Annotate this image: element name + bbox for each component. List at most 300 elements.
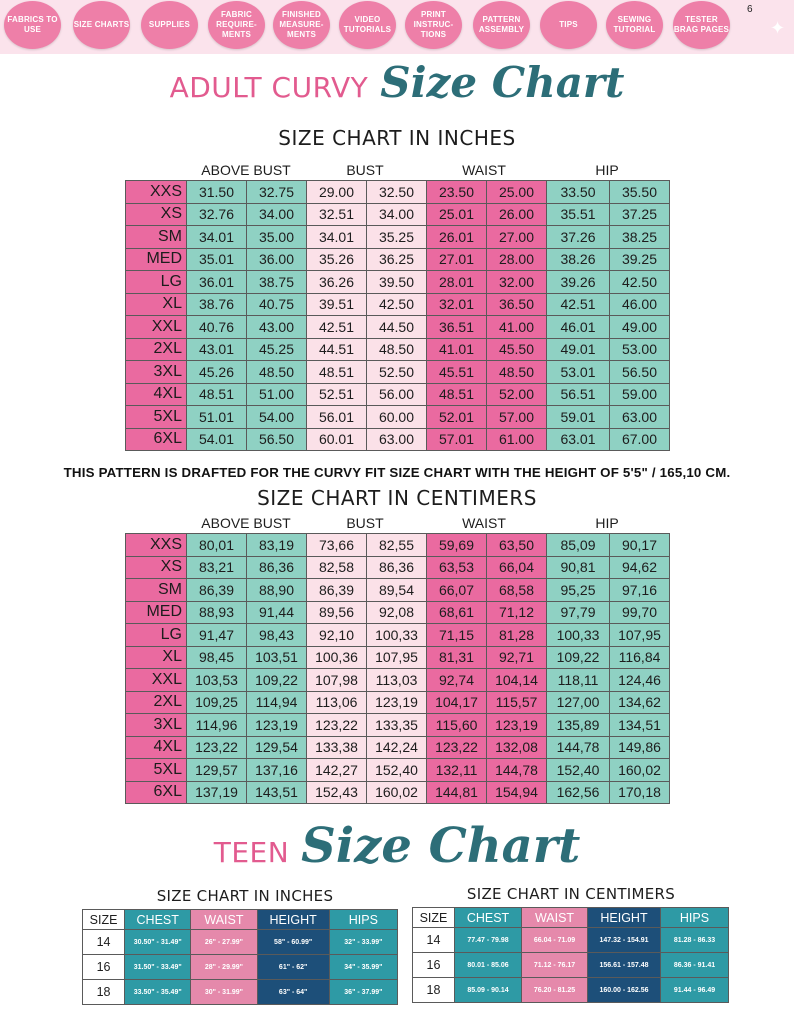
hip-min-cell: 118,11	[547, 669, 610, 692]
teen-cm-table	[412, 907, 729, 1003]
teen-title	[0, 818, 794, 874]
above-bust-max-cell: 34.00	[247, 203, 307, 226]
size-label: 5XL	[126, 759, 187, 782]
table-row	[413, 953, 729, 978]
nav-size-charts-button[interactable]: SIZE CHARTS	[73, 1, 130, 49]
nav-tester-brag-pages-button[interactable]: TESTER BRAG PAGES	[673, 1, 730, 49]
hip-min-cell: 90,81	[547, 556, 610, 579]
bust-max-cell: 86,36	[367, 556, 427, 579]
above-bust-max-cell: 86,36	[247, 556, 307, 579]
bust-min-cell: 73,66	[307, 534, 367, 557]
size-label: 18	[413, 978, 455, 1003]
waist-max-cell: 71,12	[487, 601, 547, 624]
hip-max-cell: 67.00	[610, 428, 670, 451]
waist-max-cell: 68,58	[487, 579, 547, 602]
bust-max-cell: 152,40	[367, 759, 427, 782]
above-bust-max-cell: 91,44	[247, 601, 307, 624]
nav-fabric-requirements-button[interactable]: FABRIC REQUIRE- MENTS	[208, 1, 265, 49]
table-row	[126, 646, 670, 669]
hip-min-cell: 97,79	[547, 601, 610, 624]
size-label: 18	[83, 980, 125, 1005]
table-row	[126, 203, 670, 226]
nav-pattern-assembly-button[interactable]: PATTERN ASSEMBLY	[473, 1, 530, 49]
nav-supplies-button[interactable]: SUPPLIES	[141, 1, 198, 49]
teen-cm-subtitle: SIZE CHART IN CENTIMERS	[466, 885, 676, 903]
height-cell: 160.00 - 162.56	[588, 978, 661, 1003]
hip-min-cell: 152,40	[547, 759, 610, 782]
bust-max-cell: 63.00	[367, 428, 427, 451]
above-bust-min-cell: 32.76	[187, 203, 247, 226]
above-bust-min-cell: 31.50	[187, 181, 247, 204]
bust-max-cell: 48.50	[367, 338, 427, 361]
size-label: 6XL	[126, 428, 187, 451]
hip-min-cell: 35.51	[547, 203, 610, 226]
table-row	[126, 181, 670, 204]
table-row	[126, 691, 670, 714]
waist-max-cell: 123,19	[487, 714, 547, 737]
hip-min-cell: 38.26	[547, 248, 610, 271]
size-label: 3XL	[126, 714, 187, 737]
hip-max-cell: 59.00	[610, 383, 670, 406]
hip-max-cell: 116,84	[610, 646, 670, 669]
waist-min-cell: 59,69	[427, 534, 487, 557]
table-row	[126, 271, 670, 294]
waist-max-cell: 115,57	[487, 691, 547, 714]
above-bust-max-cell: 109,22	[247, 669, 307, 692]
above-bust-min-cell: 43.01	[187, 338, 247, 361]
above-bust-min-cell: 51.01	[187, 406, 247, 429]
waist-header: WAIST	[522, 908, 588, 928]
adult-cm-subtitle: SIZE CHART IN CENTIMERS	[257, 486, 537, 510]
waist-header: WAIST	[191, 910, 257, 930]
waist-min-cell: 48.51	[427, 383, 487, 406]
above-bust-max-cell: 98,43	[247, 624, 307, 647]
chest-header: CHEST	[125, 910, 191, 930]
size-label: MED	[126, 248, 187, 271]
above-bust-min-cell: 129,57	[187, 759, 247, 782]
bust-max-cell: 100,33	[367, 624, 427, 647]
bust-min-cell: 48.51	[307, 361, 367, 384]
waist-min-cell: 68,61	[427, 601, 487, 624]
fit-note: THIS PATTERN IS DRAFTED FOR THE CURVY FIT SIZE CHART WITH THE HEIGHT OF 5'5" / 165,10 CM.	[63, 465, 731, 480]
size-label: 16	[83, 955, 125, 980]
table-row	[126, 316, 670, 339]
waist-min-cell: 52.01	[427, 406, 487, 429]
waist-min-cell: 63,53	[427, 556, 487, 579]
waist-max-cell: 52.00	[487, 383, 547, 406]
hip-min-cell: 144,78	[547, 736, 610, 759]
size-label: LG	[126, 271, 187, 294]
waist-max-cell: 92,71	[487, 646, 547, 669]
waist-min-cell: 45.51	[427, 361, 487, 384]
size-label: XXL	[126, 316, 187, 339]
hip-max-cell: 46.00	[610, 293, 670, 316]
waist-max-cell: 57.00	[487, 406, 547, 429]
bust-min-cell: 34.01	[307, 226, 367, 249]
group-label-hip: HIP	[595, 162, 619, 178]
hip-max-cell: 38.25	[610, 226, 670, 249]
nav-print-instructions-button[interactable]: PRINT INSTRUC- TIONS	[405, 1, 462, 49]
nav-video-tutorials-button[interactable]: VIDEO TUTORIALS	[339, 1, 396, 49]
above-bust-min-cell: 109,25	[187, 691, 247, 714]
height-cell: 61" - 62"	[257, 955, 329, 980]
above-bust-min-cell: 83,21	[187, 556, 247, 579]
waist-min-cell: 71,15	[427, 624, 487, 647]
hip-max-cell: 37.25	[610, 203, 670, 226]
size-header: SIZE	[413, 908, 455, 928]
hip-max-cell: 124,46	[610, 669, 670, 692]
group-label-hip: HIP	[595, 515, 619, 531]
waist-min-cell: 41.01	[427, 338, 487, 361]
above-bust-max-cell: 54.00	[247, 406, 307, 429]
waist-min-cell: 25.01	[427, 203, 487, 226]
table-row	[126, 248, 670, 271]
above-bust-min-cell: 48.51	[187, 383, 247, 406]
above-bust-max-cell: 56.50	[247, 428, 307, 451]
bust-min-cell: 100,36	[307, 646, 367, 669]
above-bust-min-cell: 36.01	[187, 271, 247, 294]
size-label: 4XL	[126, 736, 187, 759]
height-cell: 63" - 64"	[257, 980, 329, 1005]
bust-min-cell: 107,98	[307, 669, 367, 692]
waist-max-cell: 27.00	[487, 226, 547, 249]
hip-min-cell: 85,09	[547, 534, 610, 557]
table-row	[126, 406, 670, 429]
hip-min-cell: 63.01	[547, 428, 610, 451]
above-bust-max-cell: 43.00	[247, 316, 307, 339]
bust-max-cell: 36.25	[367, 248, 427, 271]
hip-max-cell: 35.50	[610, 181, 670, 204]
size-label: 2XL	[126, 338, 187, 361]
header-row	[83, 910, 398, 930]
hips-cell: 32" - 33.99"	[329, 930, 397, 955]
bust-max-cell: 133,35	[367, 714, 427, 737]
bust-min-cell: 52.51	[307, 383, 367, 406]
waist-max-cell: 63,50	[487, 534, 547, 557]
adult-inches-table	[125, 180, 670, 451]
above-bust-max-cell: 40.75	[247, 293, 307, 316]
table-row	[126, 226, 670, 249]
waist-max-cell: 104,14	[487, 669, 547, 692]
above-bust-max-cell: 36.00	[247, 248, 307, 271]
table-row	[126, 428, 670, 451]
waist-min-cell: 92,74	[427, 669, 487, 692]
hip-max-cell: 97,16	[610, 579, 670, 602]
above-bust-min-cell: 123,22	[187, 736, 247, 759]
hip-max-cell: 170,18	[610, 781, 670, 804]
waist-cell: 30" - 31.99"	[191, 980, 257, 1005]
table-row	[126, 361, 670, 384]
waist-min-cell: 66,07	[427, 579, 487, 602]
waist-min-cell: 115,60	[427, 714, 487, 737]
chest-cell: 33.50" - 35.49"	[125, 980, 191, 1005]
table-row	[126, 556, 670, 579]
size-label: 5XL	[126, 406, 187, 429]
adult-title	[0, 58, 794, 107]
above-bust-min-cell: 98,45	[187, 646, 247, 669]
above-bust-min-cell: 114,96	[187, 714, 247, 737]
bust-min-cell: 56.01	[307, 406, 367, 429]
bust-max-cell: 113,03	[367, 669, 427, 692]
hip-max-cell: 134,51	[610, 714, 670, 737]
adult-cm-table	[125, 533, 670, 804]
hip-min-cell: 49.01	[547, 338, 610, 361]
above-bust-max-cell: 137,16	[247, 759, 307, 782]
bust-min-cell: 142,27	[307, 759, 367, 782]
bust-max-cell: 52.50	[367, 361, 427, 384]
above-bust-min-cell: 103,53	[187, 669, 247, 692]
hip-min-cell: 56.51	[547, 383, 610, 406]
waist-max-cell: 132,08	[487, 736, 547, 759]
table-row	[126, 736, 670, 759]
height-header: HEIGHT	[257, 910, 329, 930]
waist-min-cell: 123,22	[427, 736, 487, 759]
hip-min-cell: 53.01	[547, 361, 610, 384]
above-bust-max-cell: 35.00	[247, 226, 307, 249]
hips-cell: 86.36 - 91.41	[661, 953, 729, 978]
bust-max-cell: 160,02	[367, 781, 427, 804]
bust-max-cell: 32.50	[367, 181, 427, 204]
size-label: 6XL	[126, 781, 187, 804]
table-row	[126, 714, 670, 737]
hip-max-cell: 56.50	[610, 361, 670, 384]
above-bust-max-cell: 129,54	[247, 736, 307, 759]
waist-min-cell: 132,11	[427, 759, 487, 782]
hip-min-cell: 100,33	[547, 624, 610, 647]
chest-cell: 31.50" - 33.49"	[125, 955, 191, 980]
table-row	[126, 669, 670, 692]
adult-inches-subtitle: SIZE CHART IN INCHES	[278, 126, 516, 150]
above-bust-max-cell: 143,51	[247, 781, 307, 804]
hip-max-cell: 99,70	[610, 601, 670, 624]
hip-max-cell: 160,02	[610, 759, 670, 782]
chest-cell: 85.09 - 90.14	[455, 978, 522, 1003]
hip-min-cell: 95,25	[547, 579, 610, 602]
bust-min-cell: 113,06	[307, 691, 367, 714]
hips-cell: 36" - 37.99"	[329, 980, 397, 1005]
waist-max-cell: 41.00	[487, 316, 547, 339]
nav-fabrics-to-use-button[interactable]: FABRICS TO USE	[4, 1, 61, 49]
nav-tips-button[interactable]: TIPS	[540, 1, 597, 49]
waist-max-cell: 36.50	[487, 293, 547, 316]
table-row	[126, 293, 670, 316]
bust-max-cell: 142,24	[367, 736, 427, 759]
hip-max-cell: 107,95	[610, 624, 670, 647]
size-label: 16	[413, 953, 455, 978]
bust-min-cell: 133,38	[307, 736, 367, 759]
waist-min-cell: 104,17	[427, 691, 487, 714]
above-bust-max-cell: 48.50	[247, 361, 307, 384]
waist-min-cell: 26.01	[427, 226, 487, 249]
bust-min-cell: 82,58	[307, 556, 367, 579]
chest-cell: 77.47 - 79.98	[455, 928, 522, 953]
bust-min-cell: 29.00	[307, 181, 367, 204]
size-label: 2XL	[126, 691, 187, 714]
table-row	[126, 759, 670, 782]
height-cell: 156.61 - 157.48	[588, 953, 661, 978]
above-bust-max-cell: 38.75	[247, 271, 307, 294]
above-bust-min-cell: 91,47	[187, 624, 247, 647]
bust-min-cell: 44.51	[307, 338, 367, 361]
group-label-waist: WAIST	[462, 162, 506, 178]
bust-max-cell: 107,95	[367, 646, 427, 669]
waist-max-cell: 26.00	[487, 203, 547, 226]
bust-max-cell: 34.00	[367, 203, 427, 226]
above-bust-min-cell: 34.01	[187, 226, 247, 249]
bust-min-cell: 35.26	[307, 248, 367, 271]
header-row	[413, 908, 729, 928]
waist-min-cell: 23.50	[427, 181, 487, 204]
nav-sewing-tutorial-button[interactable]: SEWING TUTORIAL	[606, 1, 663, 49]
waist-max-cell: 66,04	[487, 556, 547, 579]
above-bust-min-cell: 38.76	[187, 293, 247, 316]
bust-min-cell: 39.51	[307, 293, 367, 316]
waist-min-cell: 32.01	[427, 293, 487, 316]
waist-max-cell: 144,78	[487, 759, 547, 782]
hip-min-cell: 33.50	[547, 181, 610, 204]
above-bust-max-cell: 123,19	[247, 714, 307, 737]
above-bust-max-cell: 103,51	[247, 646, 307, 669]
size-label: XXS	[126, 534, 187, 557]
waist-min-cell: 144,81	[427, 781, 487, 804]
size-label: 14	[413, 928, 455, 953]
bust-min-cell: 92,10	[307, 624, 367, 647]
table-row	[126, 579, 670, 602]
bust-min-cell: 32.51	[307, 203, 367, 226]
hip-min-cell: 59.01	[547, 406, 610, 429]
table-row	[126, 383, 670, 406]
table-row	[83, 955, 398, 980]
hips-header: HIPS	[329, 910, 397, 930]
table-row	[413, 928, 729, 953]
bust-max-cell: 89,54	[367, 579, 427, 602]
above-bust-min-cell: 35.01	[187, 248, 247, 271]
adult-title-script: Size Chart	[380, 58, 625, 107]
waist-cell: 66.04 - 71.09	[522, 928, 588, 953]
group-label-above-bust: ABOVE BUST	[201, 162, 291, 178]
bust-min-cell: 42.51	[307, 316, 367, 339]
chest-header: CHEST	[455, 908, 522, 928]
above-bust-max-cell: 83,19	[247, 534, 307, 557]
group-label-bust: BUST	[346, 162, 384, 178]
bust-min-cell: 89,56	[307, 601, 367, 624]
hip-max-cell: 90,17	[610, 534, 670, 557]
adult-title-plain: ADULT CURVY	[169, 71, 369, 104]
above-bust-max-cell: 45.25	[247, 338, 307, 361]
waist-cell: 26" - 27.99"	[191, 930, 257, 955]
table-row	[126, 624, 670, 647]
table-row	[83, 930, 398, 955]
bust-max-cell: 56.00	[367, 383, 427, 406]
table-row	[126, 781, 670, 804]
nav-finished-measurements-button[interactable]: FINISHED MEASURE- MENTS	[273, 1, 330, 49]
bust-max-cell: 82,55	[367, 534, 427, 557]
waist-max-cell: 48.50	[487, 361, 547, 384]
size-header: SIZE	[83, 910, 125, 930]
above-bust-min-cell: 54.01	[187, 428, 247, 451]
hip-min-cell: 37.26	[547, 226, 610, 249]
table-row	[126, 338, 670, 361]
size-label: LG	[126, 624, 187, 647]
hip-max-cell: 149,86	[610, 736, 670, 759]
size-label: XXS	[126, 181, 187, 204]
bust-max-cell: 92,08	[367, 601, 427, 624]
waist-max-cell: 25.00	[487, 181, 547, 204]
hip-min-cell: 162,56	[547, 781, 610, 804]
size-label: 14	[83, 930, 125, 955]
teen-title-script: Size Chart	[301, 818, 581, 874]
waist-cell: 28" - 29.99"	[191, 955, 257, 980]
waist-max-cell: 45.50	[487, 338, 547, 361]
bust-min-cell: 36.26	[307, 271, 367, 294]
bust-min-cell: 60.01	[307, 428, 367, 451]
waist-max-cell: 154,94	[487, 781, 547, 804]
height-cell: 147.32 - 154.91	[588, 928, 661, 953]
hip-max-cell: 49.00	[610, 316, 670, 339]
hips-cell: 91.44 - 96.49	[661, 978, 729, 1003]
above-bust-max-cell: 51.00	[247, 383, 307, 406]
bust-max-cell: 39.50	[367, 271, 427, 294]
above-bust-max-cell: 32.75	[247, 181, 307, 204]
hips-cell: 81.28 - 86.33	[661, 928, 729, 953]
table-row	[413, 978, 729, 1003]
waist-min-cell: 28.01	[427, 271, 487, 294]
above-bust-max-cell: 114,94	[247, 691, 307, 714]
hip-max-cell: 63.00	[610, 406, 670, 429]
hip-max-cell: 134,62	[610, 691, 670, 714]
bust-min-cell: 86,39	[307, 579, 367, 602]
size-label: XS	[126, 556, 187, 579]
waist-max-cell: 61.00	[487, 428, 547, 451]
hip-min-cell: 42.51	[547, 293, 610, 316]
above-bust-min-cell: 88,93	[187, 601, 247, 624]
waist-max-cell: 28.00	[487, 248, 547, 271]
size-label: XS	[126, 203, 187, 226]
bust-max-cell: 42.50	[367, 293, 427, 316]
page-number: 6	[747, 4, 753, 15]
nav-bar	[0, 0, 794, 54]
teen-inches-subtitle: SIZE CHART IN INCHES	[156, 887, 334, 905]
waist-min-cell: 81,31	[427, 646, 487, 669]
above-bust-min-cell: 45.26	[187, 361, 247, 384]
hip-max-cell: 53.00	[610, 338, 670, 361]
table-row	[83, 980, 398, 1005]
waist-min-cell: 57.01	[427, 428, 487, 451]
hip-min-cell: 109,22	[547, 646, 610, 669]
size-label: XL	[126, 646, 187, 669]
bust-min-cell: 152,43	[307, 781, 367, 804]
size-label: XXL	[126, 669, 187, 692]
size-label: XL	[126, 293, 187, 316]
size-label: 3XL	[126, 361, 187, 384]
above-bust-max-cell: 88,90	[247, 579, 307, 602]
height-cell: 58" - 60.99"	[257, 930, 329, 955]
hip-max-cell: 42.50	[610, 271, 670, 294]
chest-cell: 30.50" - 31.49"	[125, 930, 191, 955]
size-label: MED	[126, 601, 187, 624]
table-row	[126, 534, 670, 557]
waist-min-cell: 36.51	[427, 316, 487, 339]
table-row	[126, 601, 670, 624]
waist-cell: 71.12 - 76.17	[522, 953, 588, 978]
hip-max-cell: 94,62	[610, 556, 670, 579]
waist-max-cell: 32.00	[487, 271, 547, 294]
height-header: HEIGHT	[588, 908, 661, 928]
size-label: 4XL	[126, 383, 187, 406]
bust-max-cell: 44.50	[367, 316, 427, 339]
group-label-bust: BUST	[346, 515, 384, 531]
bust-max-cell: 123,19	[367, 691, 427, 714]
